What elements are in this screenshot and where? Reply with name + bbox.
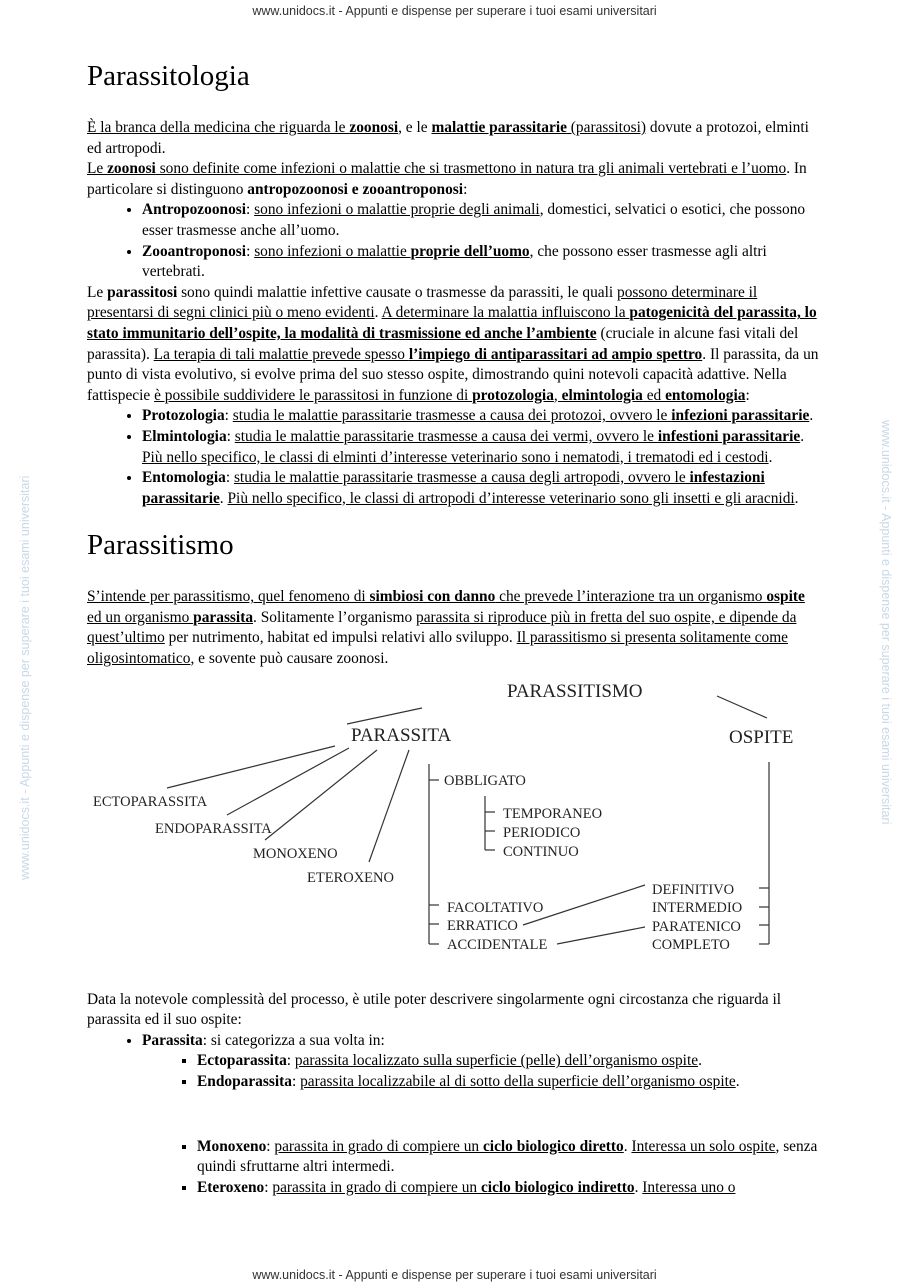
parassita-list [87, 1031, 819, 1199]
diagram-node-continuo: CONTINUO [503, 843, 579, 860]
diagram-node-temporaneo: TEMPORANEO [503, 805, 603, 822]
watermark-left: www.unidocs.it - Appunti e dispense per superare i tuoi esami universitari [18, 475, 32, 880]
section-title-parassitismo: Parassitismo [87, 529, 234, 562]
diagram-node-parassita: PARASSITA [351, 724, 452, 746]
paragraph-zoonosi: Le zoonosi sono definite come infezioni o malattie che si trasmettono in natura tra gli animali vertebrati e l’uomo. In particolare si distinguono antropozoonosi e zooantroponosi: [87, 160, 807, 198]
diagram-node-ospite: OSPITE [729, 726, 794, 748]
diagram-node-monoxeno: MONOXENO [253, 845, 338, 862]
diagram-node-obbligato: OBBLIGATO [444, 772, 526, 789]
zoonosi-list [87, 200, 819, 282]
diagram-node-intermedio: INTERMEDIO [652, 899, 743, 916]
paragraph-intro: È la branca della medicina che riguarda le zoonosi, e le malattie parassitarie (parassitosi) dovute a protozoi, elminti ed artropodi. [87, 119, 809, 157]
list-item: • Elmintologia: studia le malattie parassitarie trasmesse a causa dei vermi, ovvero le infestioni parassitarie. Più nello specifico, le classi di elminti d’interesse veterinario sono i nematodi, i trematodi ed i cestodi. [142, 427, 819, 468]
list-item: ▪ Endoparassita: parassita localizzabile al di sotto della superficie dell’organismo ospite. [197, 1072, 819, 1093]
parassita-sublist-2 [142, 1137, 819, 1199]
watermark-right: www.unidocs.it - Appunti e dispense per superare i tuoi esami universitari [879, 420, 893, 825]
diagram-node-ectoparassita: ECTOPARASSITA [93, 793, 208, 810]
paragraph-parassitosi: Le parassitosi sono quindi malattie infettive causate o trasmesse da parassiti, le quali possono determinare il presentarsi di segni clinici più o meno evidenti. A determinare la malattia influiscono la patogenicità del parassita, lo stato immunitario dell’ospite, la modalità di trasmissione ed anche l’ambiente (cruciale in alcune fasi vitali del parassita). La terapia di tali malattie prevede spesso l’impiego di antiparassitari ad ampio spettro. Il parassita, da un punto di vista evolutivo, si evolve prima del suo stesso ospite, dimostrando quini notevoli capacità adattive. Nella fattispecie è possibile suddividere le parassitosi in funzione di protozologia, elmintologia ed entomologia: [87, 283, 819, 404]
watermark-bottom: www.unidocs.it - Appunti e dispense per superare i tuoi esami universitari [252, 1268, 657, 1282]
paragraph-complessita: Data la notevole complessità del processo, è utile poter descrivere singolarmente ogni circostanza che riguarda il parassita ed il suo ospite: [87, 990, 782, 1029]
list-item: ▪ Ectoparassita: parassita localizzato sulla superficie (pelle) dell’organismo ospite. [197, 1051, 819, 1072]
diagram-node-definitivo: DEFINITIVO [652, 881, 735, 898]
list-item: • Entomologia: studia le malattie parassitarie trasmesse a causa degli artropodi, ovvero le infestazioni parassitarie. Più nello specifico, le classi di artropodi d’interesse veterinario sono gli insetti e gli aracnidi. [142, 468, 819, 509]
diagram-node-completo: COMPLETO [652, 936, 730, 953]
list-item: • Zooantroponosi: sono infezioni o malattie proprie dell’uomo, che possono esser trasmesse agli altri vertebrati. [142, 242, 819, 283]
list-item: • Protozologia: studia le malattie parassitarie trasmesse a causa dei protozoi, ovvero le infezioni parassitarie. [142, 406, 819, 427]
diagram-node-eteroxeno: ETEROXENO [307, 869, 394, 886]
list-item: ▪ Eteroxeno: parassita in grado di compiere un ciclo biologico indiretto. Interessa uno o [197, 1178, 819, 1199]
paragraph-parassitismo: S’intende per parassitismo, quel fenomeno di simbiosi con danno che prevede l’interazione tra un organismo ospite ed un organismo parassita. Solitamente l’organismo parassita si riproduce più in fretta del suo ospite, e dipende da quest’ultimo per nutrimento, habitat ed impulsi relativi allo sviluppo. Il parassitismo si presenta solitamente come oligosintomatico, e sovente può causare zoonosi. [87, 588, 805, 668]
diagram-node-paratenico: PARATENICO [652, 918, 741, 935]
diagram-node-facoltativo: FACOLTATIVO [447, 899, 544, 916]
parassitosi-list [87, 406, 819, 509]
list-item: • Parassita: si categorizza a sua volta in: ▪ Ectoparassita: parassita localizzato sulla superficie (pelle) dell’organismo ospite. ▪ Endoparassita: parassita localizzabile al di sotto della superficie dell’organismo ospite. ▪ Monoxeno: parassita in grado di compiere un ciclo biologico diretto. Interessa un solo ospite, senza quindi sfruttarne altri intermedi. ▪ Eteroxeno: parassita in grado di compiere un ciclo biologico indiretto. Interessa uno o [142, 1031, 819, 1199]
diagram-node-accidentale: ACCIDENTALE [447, 936, 548, 953]
diagram-node-periodico: PERIODICO [503, 824, 581, 841]
parassita-sublist [142, 1051, 819, 1092]
watermark-top: www.unidocs.it - Appunti e dispense per superare i tuoi esami universitari [252, 4, 657, 18]
list-item: ▪ Monoxeno: parassita in grado di compiere un ciclo biologico diretto. Interessa un solo ospite, senza quindi sfruttarne altri intermedi. [197, 1137, 819, 1178]
diagram-node-endoparassita: ENDOPARASSITA [155, 820, 272, 837]
list-item: • Antropozoonosi: sono infezioni o malattie proprie degli animali, domestici, selvatici o esotici, che possono esser trasmesse anche all’uomo. [142, 200, 819, 241]
section-title-parassitologia: Parassitologia [87, 60, 250, 92]
diagram-node-erratico: ERRATICO [447, 917, 518, 934]
diagram-node-root: PARASSITISMO [507, 680, 643, 702]
document-body [87, 56, 819, 1198]
parassitismo-diagram [87, 682, 819, 972]
